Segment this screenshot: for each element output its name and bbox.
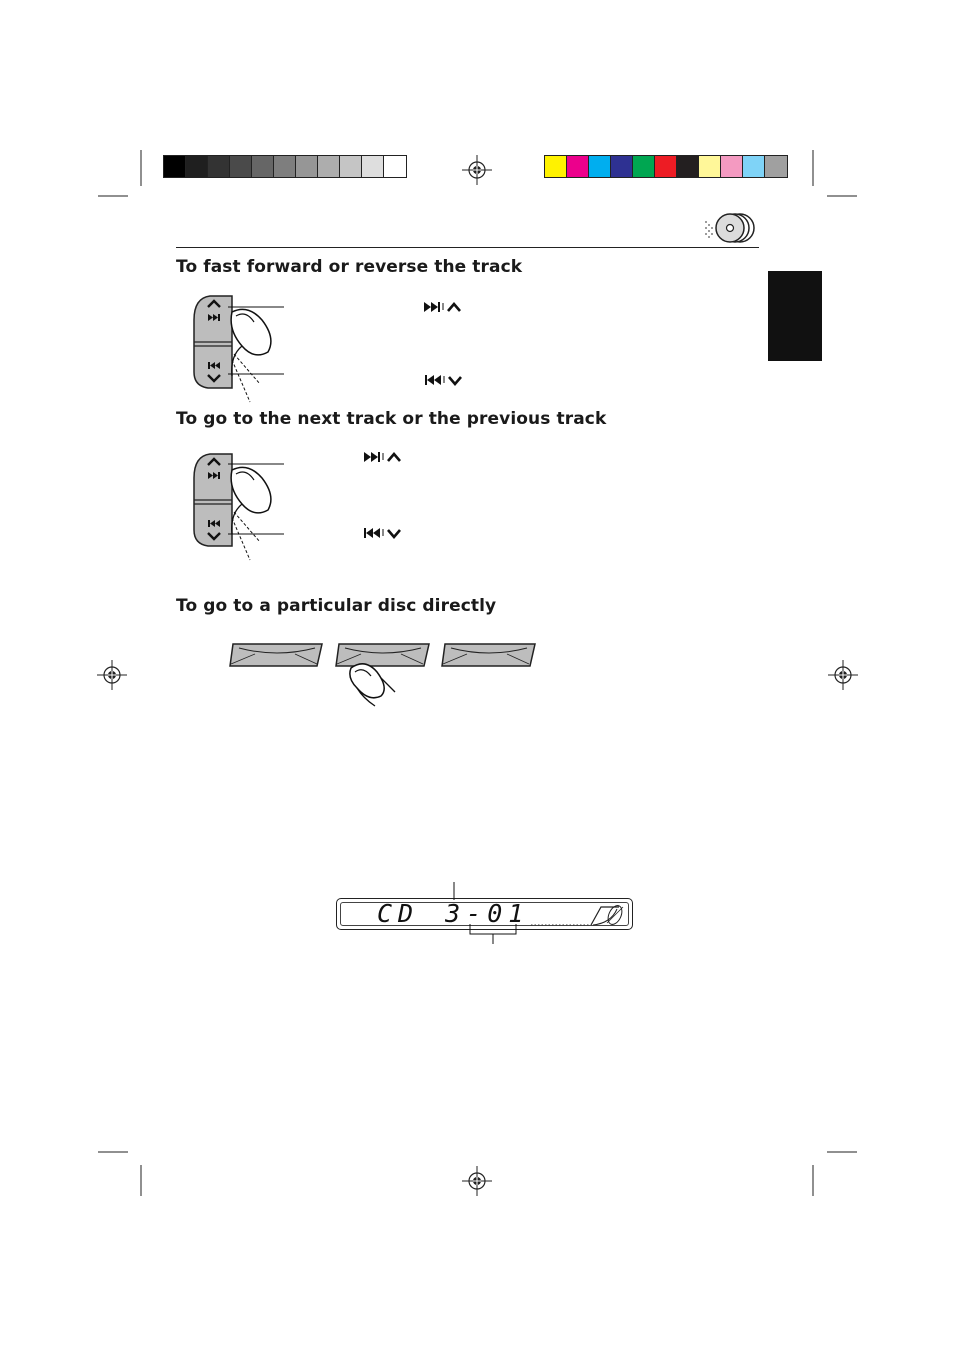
- number-button[interactable]: [442, 644, 535, 666]
- track-rocker-button[interactable]: [194, 296, 232, 388]
- calibration-swatch: [318, 156, 340, 177]
- calibration-swatch: [340, 156, 362, 177]
- calibration-swatch: [699, 156, 721, 177]
- calibration-swatch: [164, 156, 186, 177]
- calibration-swatch: [362, 156, 384, 177]
- track-button-illustration: [190, 290, 310, 410]
- calibration-swatch: [743, 156, 765, 177]
- calibration-swatch: [186, 156, 208, 177]
- lcd-separator: -: [466, 899, 488, 928]
- disc-number-buttons: [225, 636, 545, 716]
- registration-mark-icon: [462, 1166, 492, 1196]
- calibration-swatch: [296, 156, 318, 177]
- calibration-swatch: [765, 156, 787, 177]
- lcd-level-indicator: [527, 899, 627, 929]
- cd-stack-icon: [700, 212, 760, 246]
- calibration-swatch: [384, 156, 406, 177]
- lcd-source: CD: [377, 899, 420, 928]
- calibration-swatch: [677, 156, 699, 177]
- language-tab: [768, 271, 822, 361]
- lcd-track-number: 01: [487, 899, 530, 928]
- calibration-swatch: [274, 156, 296, 177]
- calibration-swatch: [589, 156, 611, 177]
- calibration-swatch: [545, 156, 567, 177]
- lcd-callouts: [440, 880, 520, 960]
- calibration-swatch: [252, 156, 274, 177]
- grayscale-calibration-bar: [163, 155, 407, 178]
- number-button[interactable]: [336, 644, 429, 666]
- heading-fast-forward: To fast forward or reverse the track: [176, 257, 523, 277]
- calibration-swatch: [567, 156, 589, 177]
- calibration-swatch: [721, 156, 743, 177]
- skip-forward-up-icon: [424, 300, 474, 314]
- track-button-illustration: [190, 448, 310, 568]
- heading-next-previous: To go to the next track or the previous track: [176, 409, 607, 429]
- track-rocker-button[interactable]: [194, 454, 232, 546]
- color-calibration-bar: [544, 155, 788, 178]
- finger-press-icon: [231, 309, 271, 402]
- registration-mark-icon: [97, 660, 127, 690]
- calibration-swatch: [633, 156, 655, 177]
- number-button[interactable]: [230, 644, 322, 666]
- registration-mark-icon: [462, 155, 492, 185]
- registration-mark-icon: [828, 660, 858, 690]
- finger-press-icon: [231, 467, 271, 560]
- skip-forward-up-icon: [364, 450, 414, 464]
- skip-back-down-icon: [364, 526, 414, 540]
- calibration-swatch: [208, 156, 230, 177]
- skip-back-down-icon: [425, 373, 475, 387]
- finger-press-icon: [350, 664, 395, 706]
- calibration-swatch: [230, 156, 252, 177]
- heading-particular-disc: To go to a particular disc directly: [176, 596, 497, 616]
- calibration-swatch: [655, 156, 677, 177]
- lcd-disc-number: 3: [445, 899, 467, 928]
- calibration-swatch: [611, 156, 633, 177]
- header-rule: [176, 247, 759, 248]
